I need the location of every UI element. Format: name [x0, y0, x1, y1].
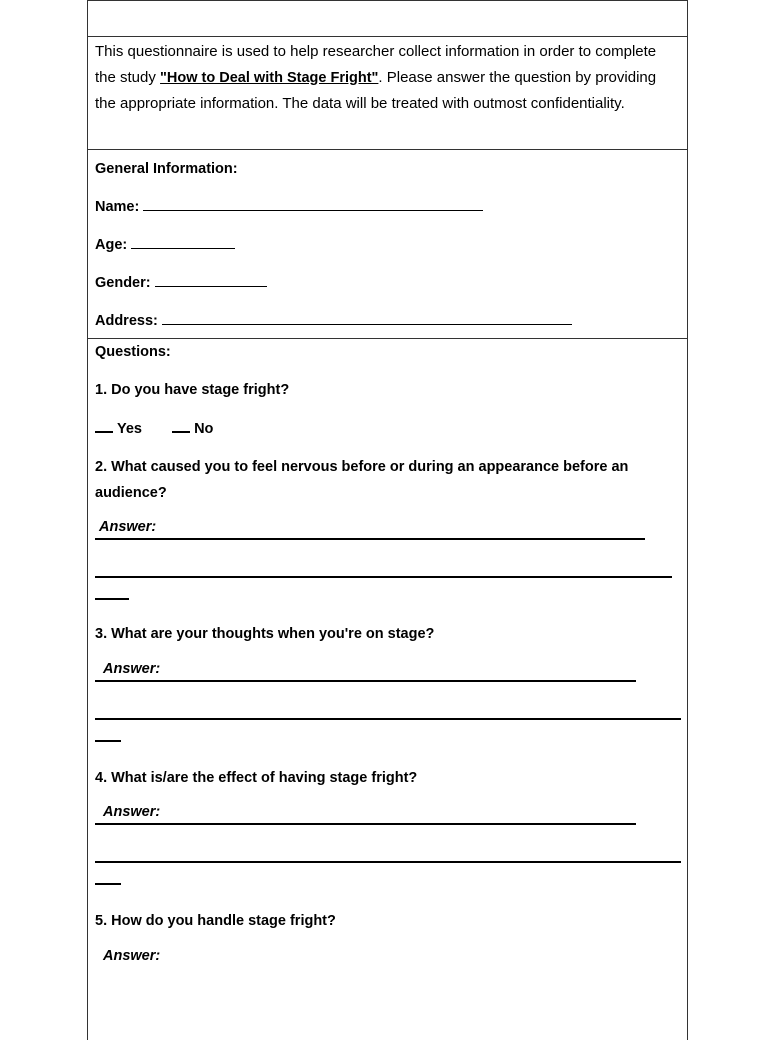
question-3: 3. What are your thoughts when you're on stage? — [95, 626, 435, 642]
gender-label: Gender: — [95, 275, 151, 291]
header-empty-cell — [88, 1, 687, 37]
answer-label-5: Answer: — [103, 947, 161, 964]
question-4: 4. What is/are the effect of having stage fright? — [95, 769, 418, 786]
answer-label-4: Answer: — [103, 804, 161, 820]
answer-4-line-2[interactable] — [95, 841, 680, 877]
question-2: 2. What caused you to feel nervous before or during an appearance before an audience? — [95, 459, 629, 501]
general-heading: General Information: — [95, 161, 238, 177]
questions-heading: Questions: — [95, 344, 171, 360]
gender-row — [95, 272, 680, 310]
answer-4-line-1[interactable] — [95, 823, 680, 841]
intro-text-after: . Please answer the question by providing the appropriate information. The data will be treated with outmost confidentiality. — [95, 68, 657, 112]
questionnaire-form — [87, 0, 688, 1040]
general-information-cell — [88, 150, 687, 339]
study-title: "How to Deal with Stage Fright" — [160, 69, 379, 86]
answer-2-line-3[interactable] — [95, 592, 680, 616]
answer-3-line-3[interactable] — [95, 734, 680, 758]
answer-2-line-2[interactable] — [95, 556, 680, 592]
address-label: Address: — [95, 313, 158, 329]
age-row — [95, 234, 680, 272]
answer-label-3: Answer: — [103, 660, 161, 677]
no-label: No — [194, 421, 214, 437]
question-5: 5. How do you handle stage fright? — [95, 913, 336, 929]
age-label: Age: — [95, 237, 128, 253]
answer-label-2: Answer: — [99, 519, 157, 535]
yes-no-row — [95, 417, 680, 455]
name-row — [95, 196, 680, 234]
name-field[interactable] — [143, 196, 483, 211]
address-field[interactable] — [162, 310, 572, 325]
yes-blank[interactable] — [95, 417, 113, 433]
age-field[interactable] — [131, 234, 235, 249]
answer-3-line-1[interactable] — [95, 680, 680, 698]
gender-field[interactable] — [155, 272, 267, 287]
question-1: 1. Do you have stage fright? — [95, 382, 290, 398]
answer-4-line-3[interactable] — [95, 877, 680, 901]
intro-text-before: This questionnaire is used to help researcher collect information in order to complete the study — [95, 43, 657, 86]
no-blank[interactable] — [172, 417, 190, 433]
yes-label: Yes — [117, 421, 142, 437]
intro-cell — [88, 37, 687, 150]
answer-3-line-2[interactable] — [95, 698, 680, 734]
answer-2-line-1[interactable] — [95, 538, 680, 556]
questions-cell — [88, 339, 687, 967]
name-label: Name: — [95, 199, 140, 215]
